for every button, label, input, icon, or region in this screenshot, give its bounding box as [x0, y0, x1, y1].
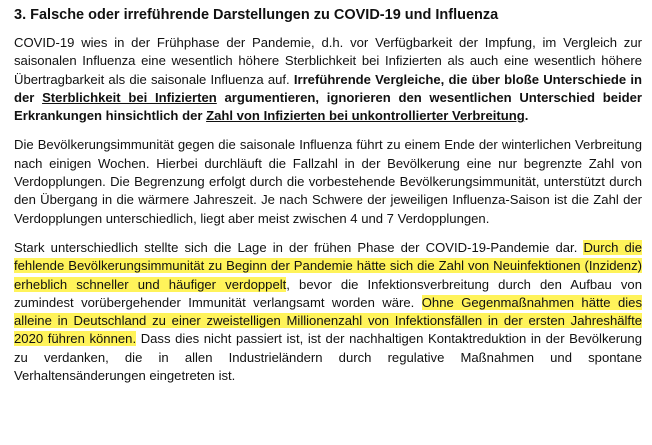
section-heading: 3. Falsche oder irreführende Darstellungen zu COVID-19 und Influenza [14, 7, 499, 23]
paragraph-3-highlight-1: Durch die fehlende Bevölkerungsimmunität zu Beginn der Pandemie hätte sich die Zahl von Neuinfektionen (Inzidenz) erheblich schneller und häufiger verdoppelt [14, 239, 642, 292]
paragraph-1 [14, 34, 642, 125]
paragraph-3 [14, 239, 642, 385]
paragraph-3-text-2: , bevor die Infektionsverbreitung durch den Aufbau von zumindest vorübergehender Immunität verlangsamt worden wäre. [14, 276, 642, 310]
paragraph-3-text-1: Stark unterschiedlich stellte sich die Lage in der frühen Phase der COVID-19-Pandemie dar. [14, 239, 584, 255]
paragraph-1-underlined-2: Zahl von Infizierten bei unkontrollierter Verbreitung [206, 108, 525, 124]
paragraph-1-text: COVID-19 wies in der Frühphase der Pandemie, d.h. vor Verfügbarkeit der Impfung, im Vergleich zur saisonalen Influenza eine wesentlich höhere Sterblichkeit bei Infizierten als auch eine wesentlich höhere Übertragbarkeit als die saisonale Influenza auf. [14, 35, 642, 87]
paragraph-1-underlined-1: Sterblichkeit bei Infizierten [42, 89, 217, 105]
paragraph-1-bold-1: Irreführende Vergleiche, die über bloße Unterschiede in der [14, 71, 642, 105]
paragraph-3-highlight-2: Ohne Gegenmaßnahmen hätte dies alleine in Deutschland zu einer zweistelligen Millionenzahl von Infektionsfällen in der ersten Jahreshälfte 2020 führen können. [14, 294, 643, 347]
paragraph-1-bold-3: . [524, 108, 529, 124]
paragraph-1-bold-2: argumentieren, ignorieren den wesentlichen Unterschied beider Erkrankungen hinsichtlich der [14, 89, 642, 124]
paragraph-2: Die Bevölkerungsimmunität gegen die saisonale Influenza führt zu einem Ende der winterlichen Verbreitung nach einigen Wochen. Hierbei durchläuft die Fallzahl in der Bevölkerung eine nur begrenzte Zahl von Verdopplungen. Die Begrenzung erfolgt durch die vorbestehende Bevölkerungsimmunität, unterstützt durch den Übergang in die wärmere Jahreszeit. Je nach Schwere der jeweiligen Influenza-Saison ist die Zahl der Verdopplungen unterschiedlich, liegt aber meist zwischen 4 und 7 Verdopplungen. [14, 137, 642, 226]
paragraph-3-text-3: Dass dies nicht passiert ist, ist der nachhaltigen Kontaktreduktion in der Bevölkerung zu verdanken, die in allen Industrieländern durch regulative Maßnahmen und spontane Verhaltensänderungen eingetreten ist. [14, 331, 642, 384]
